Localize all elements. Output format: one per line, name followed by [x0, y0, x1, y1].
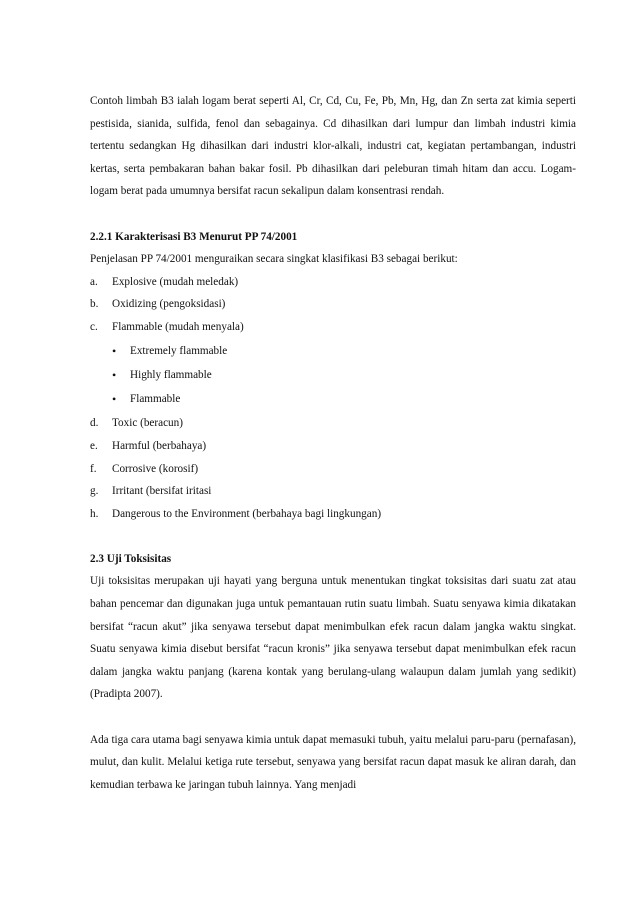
list-marker: c.: [90, 320, 98, 333]
list-item: [90, 316, 576, 339]
bullet-icon: •: [112, 392, 117, 407]
list-item: [90, 503, 576, 526]
spacer: [90, 525, 576, 548]
list-item-text: Harmful (berbahaya): [112, 439, 207, 452]
list-item-text: Corrosive (korosif): [112, 462, 199, 475]
list-marker: b.: [90, 298, 99, 311]
list-item: [90, 271, 576, 294]
list-item-text: Oxidizing (pengoksidasi): [112, 298, 226, 311]
list-item-text: Irritant (bersifat iritasi: [112, 485, 212, 498]
list-item: [90, 412, 576, 435]
list-item: [90, 480, 576, 503]
list-marker: a.: [90, 275, 98, 288]
list-item-text: Explosive (mudah meledak): [112, 275, 239, 288]
spacer: [90, 203, 576, 226]
list-marker: g.: [90, 485, 99, 498]
list-marker: h.: [90, 507, 99, 520]
list-item-text: Toxic (beracun): [112, 417, 183, 430]
sublist-item-text: Flammable: [130, 393, 181, 406]
list-item: [90, 293, 576, 316]
classification-lead: Penjelasan PP 74/2001 menguraikan secara singkat klasifikasi B3 sebagai berikut:: [90, 253, 458, 266]
sublist-item: [90, 388, 576, 411]
sublist-item: [90, 364, 576, 387]
spacer: [90, 706, 576, 729]
intro-paragraph: Contoh limbah B3 ialah logam berat seperti Al, Cr, Cd, Cu, Fe, Pb, Mn, Hg, dan Zn serta zat kimia seperti pestisida, sianida, sulfida, fenol dan sebagainya. Cd dihasilkan dari lumpur dan limbah industri kimia tertentu sedangkan Hg dihasilkan dari industri klor-alkali, industri cat, kegiatan pertambangan, industri kertas, serta pembakaran bahan bakar fosil. Pb dihasilkan dari peleburan timah hitam dan accu. Logam-logam berat pada umumnya bersifat racun sekalipun dalam konsentrasi rendah.: [90, 95, 576, 198]
section-heading-2-3: 2.3 Uji Toksisitas: [90, 552, 172, 565]
section-heading-2-2-1: 2.2.1 Karakterisasi B3 Menurut PP 74/2001: [90, 230, 298, 243]
sublist-item-text: Extremely flammable: [130, 345, 228, 358]
bullet-icon: •: [112, 344, 117, 359]
list-marker: f.: [90, 462, 97, 475]
document-page: [90, 90, 576, 796]
sublist-item: [90, 340, 576, 363]
toxicity-paragraph-1: Uji toksisitas merupakan uji hayati yang berguna untuk menentukan tingkat toksisitas dari suatu zat atau bahan pencemar dan digunakan juga untuk pemantauan rutin suatu limbah. Suatu senyawa kimia dikatakan bersifat “racun akut” jika senyawa tersebut dapat menimbulkan efek racun dalam jangka waktu singkat. Suatu senyawa kimia disebut bersifat “racun kronis” jika senyawa tersebut dapat menimbulkan efek racun dalam jangka waktu panjang (karena kontak yang berulang-ulang walaupun dalam jumlah yang sedikit) (Pradipta 2007).: [90, 575, 576, 701]
list-marker: e.: [90, 439, 98, 452]
sublist-item-text: Highly flammable: [130, 369, 212, 382]
classification-list: [90, 271, 576, 339]
list-marker: d.: [90, 417, 99, 430]
list-item: [90, 435, 576, 458]
list-item: [90, 458, 576, 481]
list-item-text: Flammable (mudah menyala): [112, 320, 244, 333]
classification-list-continued: [90, 412, 576, 525]
bullet-icon: •: [112, 368, 117, 383]
list-item-text: Dangerous to the Environment (berbahaya bagi lingkungan): [112, 507, 382, 520]
toxicity-paragraph-2: Ada tiga cara utama bagi senyawa kimia untuk dapat memasuki tubuh, yaitu melalui paru-paru (pernafasan), mulut, dan kulit. Melalui ketiga rute tersebut, senyawa yang bersifat racun dapat masuk ke aliran darah, dan kemudian terbawa ke jaringan tubuh lainnya. Yang menjadi: [90, 733, 576, 791]
flammable-sublist: [90, 340, 576, 411]
